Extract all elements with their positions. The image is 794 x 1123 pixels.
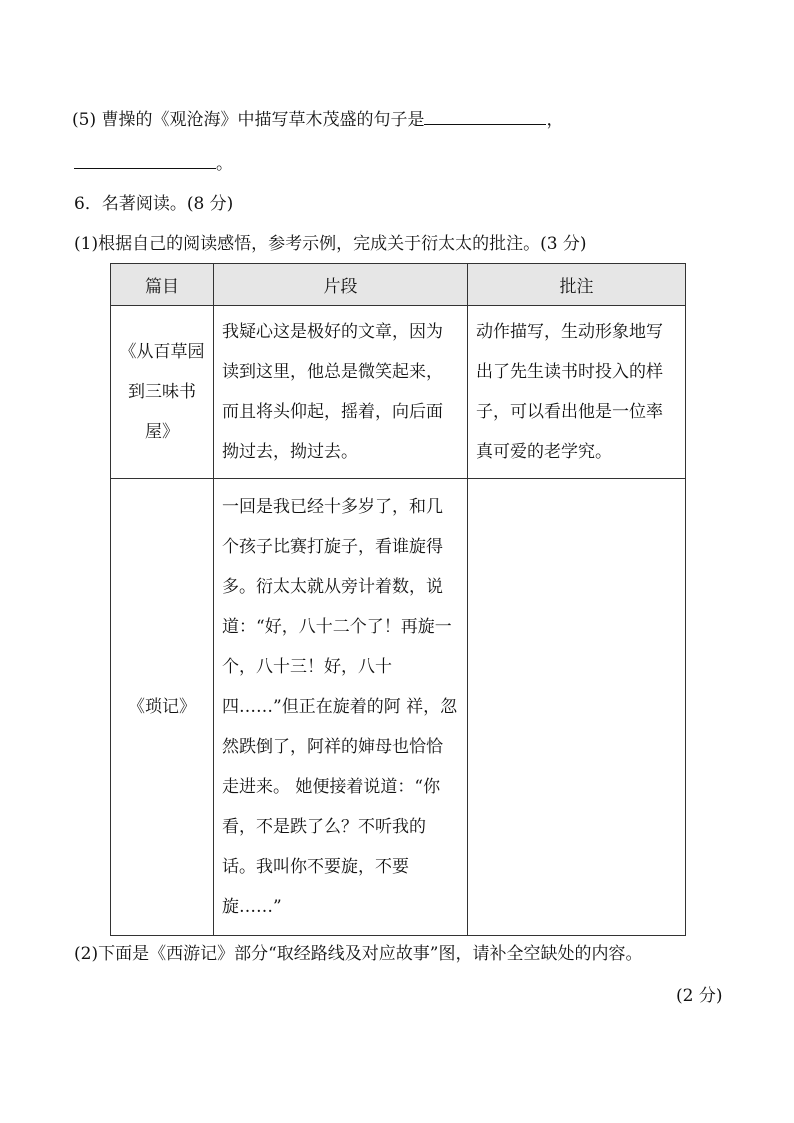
q5-period: 。 [216, 154, 233, 174]
row-note-answer[interactable] [468, 479, 686, 936]
row-excerpt: 我疑心这是极好的文章，因为读到这里，他总是微笑起来，而且将头仰起，摇着，向后面拗过去，拗过去。 [214, 306, 468, 479]
q5-line-2 [74, 150, 233, 176]
q6-sub2-score: (2 分) [676, 986, 723, 1006]
header-title: 篇目 [111, 264, 214, 306]
q5-line [72, 106, 563, 132]
q6-title: 6．名著阅读。(8 分) [74, 194, 234, 214]
q5-blank-1[interactable] [424, 106, 546, 125]
annotation-table [110, 263, 686, 936]
q5-text: (5) 曹操的《观沧海》中描写草木茂盛的句子是 [72, 110, 425, 130]
header-excerpt: 片段 [214, 264, 468, 306]
row-title: 《从百草园到三味书屋》 [111, 306, 214, 479]
table-row [111, 306, 686, 479]
q5-blank-2[interactable] [74, 150, 216, 169]
row-excerpt: 一回是我已经十多岁了，和几个孩子比赛打旋子，看谁旋得多。衍太太就从旁计着数，说道：“好，八十二个了！再旋一个，八十三！好，八十四……”但正在旋着的阿 祥，忽然跌倒了，阿祥的婶母也恰恰走进来。 她便接着说道：“你看，不是跌了么？不听我的话。我叫你不要旋，不要旋……” [214, 479, 468, 936]
q6-sub1: (1)根据自己的阅读感悟，参考示例，完成关于衍太太的批注。(3 分) [74, 234, 587, 254]
q6-sub2: (2)下面是《西游记》部分“取经路线及对应故事”图，请补全空缺处的内容。 [74, 944, 643, 964]
row-note: 动作描写，生动形象地写出了先生读书时投入的样子，可以看出他是一位率真可爱的老学究。 [468, 306, 686, 479]
table-header-row [111, 264, 686, 306]
table-row [111, 479, 686, 936]
row-title: 《琐记》 [111, 479, 214, 936]
q5-comma: ， [546, 110, 564, 130]
header-note: 批注 [468, 264, 686, 306]
